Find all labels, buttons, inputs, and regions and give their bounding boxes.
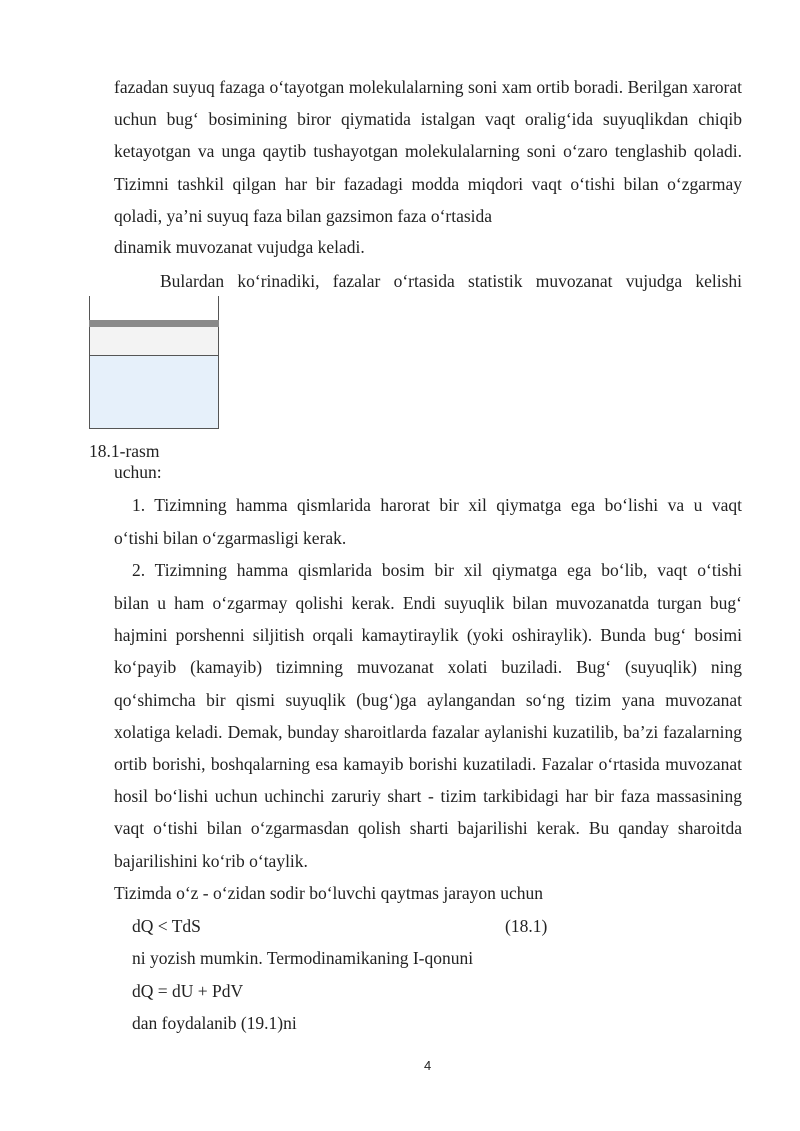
equation-1: dQ < TdS xyxy=(132,916,201,936)
page-number: 4 xyxy=(424,1058,432,1073)
cylinder-top xyxy=(89,296,219,320)
list-item-1-first-line: 1. Tizimning hamma qismlarida harorat bir xil qiymatga ega bo‘lishi va u vaqt xyxy=(132,495,742,515)
figure-caption: 18.1-rasm xyxy=(89,441,160,461)
equation-2: dQ = dU + PdV xyxy=(132,981,244,1001)
text-after-equation-2: dan foydalanib (19.1)ni xyxy=(132,1013,297,1033)
text-after-equation-1: ni yozish mumkin. Termodinamikaning I-qonuni xyxy=(132,948,474,968)
equation-1-number: (18.1) xyxy=(505,916,548,936)
list-item-2-first-line: 2. Tizimning hamma qismlarida bosim bir xil qiymatga ega bo‘lib, vaqt o‘tishi xyxy=(132,560,742,580)
piston xyxy=(89,320,219,327)
list-item-1-last-line: o‘tishi bilan o‘zgarmasligi kerak. xyxy=(114,528,347,548)
paragraph-2-first-line: Bulardan ko‘rinadiki, fazalar o‘rtasida statistik muvozanat vujudga kelishi xyxy=(160,271,742,291)
paragraph-1: fazadan suyuq fazaga o‘tayotgan molekulalarning soni xam ortib boradi. Berilgan xarorat uchun bug‘ bosimining biror qiymatida istalgan vaqt oralig‘ida suyuqlikdan chiqib ketayotgan va unga qaytib tushayotgan molekulalarning soni o‘zaro tenglashib qoladi. Tizimni tashkil qilgan har bir fazadagi modda miqdori vaqt o‘tishi bilan o‘zgarmay qoladi, ya’ni suyuq faza bilan gazsimon faza o‘rtasida xyxy=(114,77,742,226)
paragraph-2-continuation: uchun: xyxy=(114,462,162,482)
paragraph-1-last-line: dinamik muvozanat vujudga keladi. xyxy=(114,237,365,257)
list-item-2-body: bilan u ham o‘zgarmay qolishi kerak. Endi suyuqlik bilan muvozanatda turgan bug‘ hajmini porshenni siljitish orqali kamaytiraylik (yoki oshiraylik). Bunda bug‘ bosimi ko‘payib (kamayib) tizimning muvozanat xolati buziladi. Bug‘ (suyuqlik) ning qo‘shimcha bir qismi suyuqlik (bug‘)ga aylangandan so‘ng tizim yana muvozanat xolatiga keladi. Demak, bunday sharoitlarda fazalar aylanishi kuzatilib, ba’zi fazalarning ortib borishi, boshqalarning esa kamayib borishi kuzatiladi. Fazalar o‘rtasida muvozanat hosil bo‘lishi uchun uchinchi zaruriy shart - tizim tarkibidagi har bir faza massasining vaqt o‘tishi bilan o‘zgarmasdan qolish sharti bajarilishi kerak. Bu qanday sharoitda bajarilishini ko‘rib o‘taylik. xyxy=(114,593,742,871)
liquid-phase xyxy=(89,356,219,429)
vapor-phase xyxy=(89,327,219,356)
piston-cylinder-figure xyxy=(89,296,219,429)
list-item-2-last-line: Tizimda o‘z - o‘zidan sodir bo‘luvchi qaytmas jarayon uchun xyxy=(114,883,543,903)
